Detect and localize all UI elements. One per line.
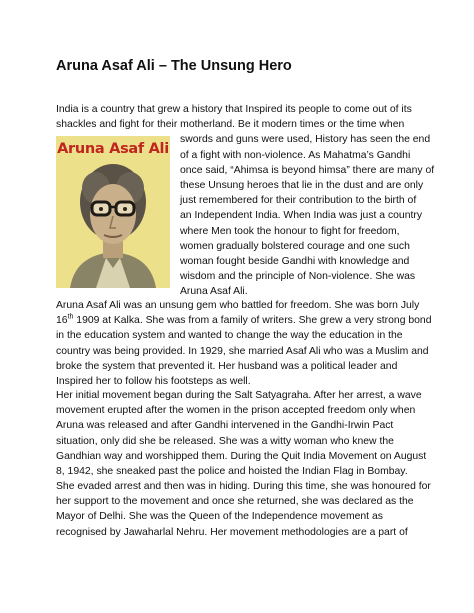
text-line: recognised by Jawaharlal Nehru. Her movement methodologies are a part of: [56, 526, 408, 538]
text-line: where Men took the honour to fight for freedom,: [180, 225, 400, 237]
text-line: an Independent India. When India was just a country: [180, 210, 423, 222]
text-line: She evaded arrest and then was in hiding. During this time, she was honoured for: [56, 481, 431, 492]
text-line: just remembered for their contribution to the birth of: [180, 195, 417, 207]
text-line: wisdom and the principle of Non-violence. She was: [180, 271, 416, 283]
text-line: Inspired her to follow his footsteps as well.: [56, 376, 251, 388]
text-line: Her initial movement began during the Salt Satyagraha. After her arrest, a wave: [56, 390, 422, 401]
paragraph-legacy: [56, 479, 431, 540]
figure-caption: Aruna Asaf Ali: [57, 141, 169, 158]
text-line: swords and guns were used, History has seen the end: [180, 134, 431, 146]
text-line: India is a country that grew a history that Inspired its people to come out of its: [56, 104, 412, 115]
text-line: of a fight with non-violence. As Mahatma’s Gandhi: [180, 149, 411, 161]
text-line: Mayor of Delhi. She was the Queen of the Independence movement as: [56, 511, 383, 523]
text-line: Gandhian way and worshipped them. During the Quit India Movement on August: [56, 450, 427, 462]
paragraph-movement: [56, 388, 428, 479]
text-line: Aruna Asaf Ali was an unsung gem who battled for freedom. She was born July: [56, 300, 420, 311]
birth-day: 16: [56, 315, 68, 327]
intro-paragraph: [56, 102, 435, 300]
text-line: women gradually bolstered courage and one such: [180, 240, 410, 252]
text-line: shackles and fight for their motherland. Be it modern times or the time when: [56, 119, 405, 131]
text-line: movement erupted after the women in the prison accepted freedom only when: [56, 405, 416, 417]
portrait-figure: [56, 136, 170, 288]
paragraph-birth: [56, 298, 432, 389]
text-line: broke the system that prevented it. Her husband was a political leader and: [56, 360, 398, 372]
page-title: Aruna Asaf Ali – The Unsung Hero: [56, 58, 292, 74]
text-line: country was being provided. In 1929, she married Asaf Ali who was a Muslim and: [56, 345, 429, 357]
birth-rest: 1909 at Kalka. She was from a family of writers. She grew a very strong bond: [73, 315, 432, 327]
portrait-image: [56, 136, 170, 288]
text-line: her support to the movement and once she returned, she was declared as the: [56, 496, 414, 508]
text-line: 8, 1942, she sneaked past the police and hoisted the Indian Flag in Bombay.: [56, 466, 408, 478]
text-line: Aruna Asaf Ali.: [180, 286, 248, 298]
text-line-birthdate: [56, 313, 432, 328]
text-line: these Unsung heroes that lie in the dust and are only: [180, 180, 424, 192]
text-line: woman fought beside Gandhi with knowledge and: [180, 256, 410, 268]
ordinal-suffix: th: [67, 313, 74, 321]
text-line: once said, “Ahimsa is beyond himsa” there are many of: [180, 164, 435, 176]
text-line: Aruna was released and after Gandhi intervened in the Gandhi-Irwin Pact: [56, 420, 394, 432]
text-line: situation, only did she be released. She was a witty woman who knew the: [56, 435, 394, 447]
text-line: in the education system and wanted to change the way the education in the: [56, 330, 403, 342]
